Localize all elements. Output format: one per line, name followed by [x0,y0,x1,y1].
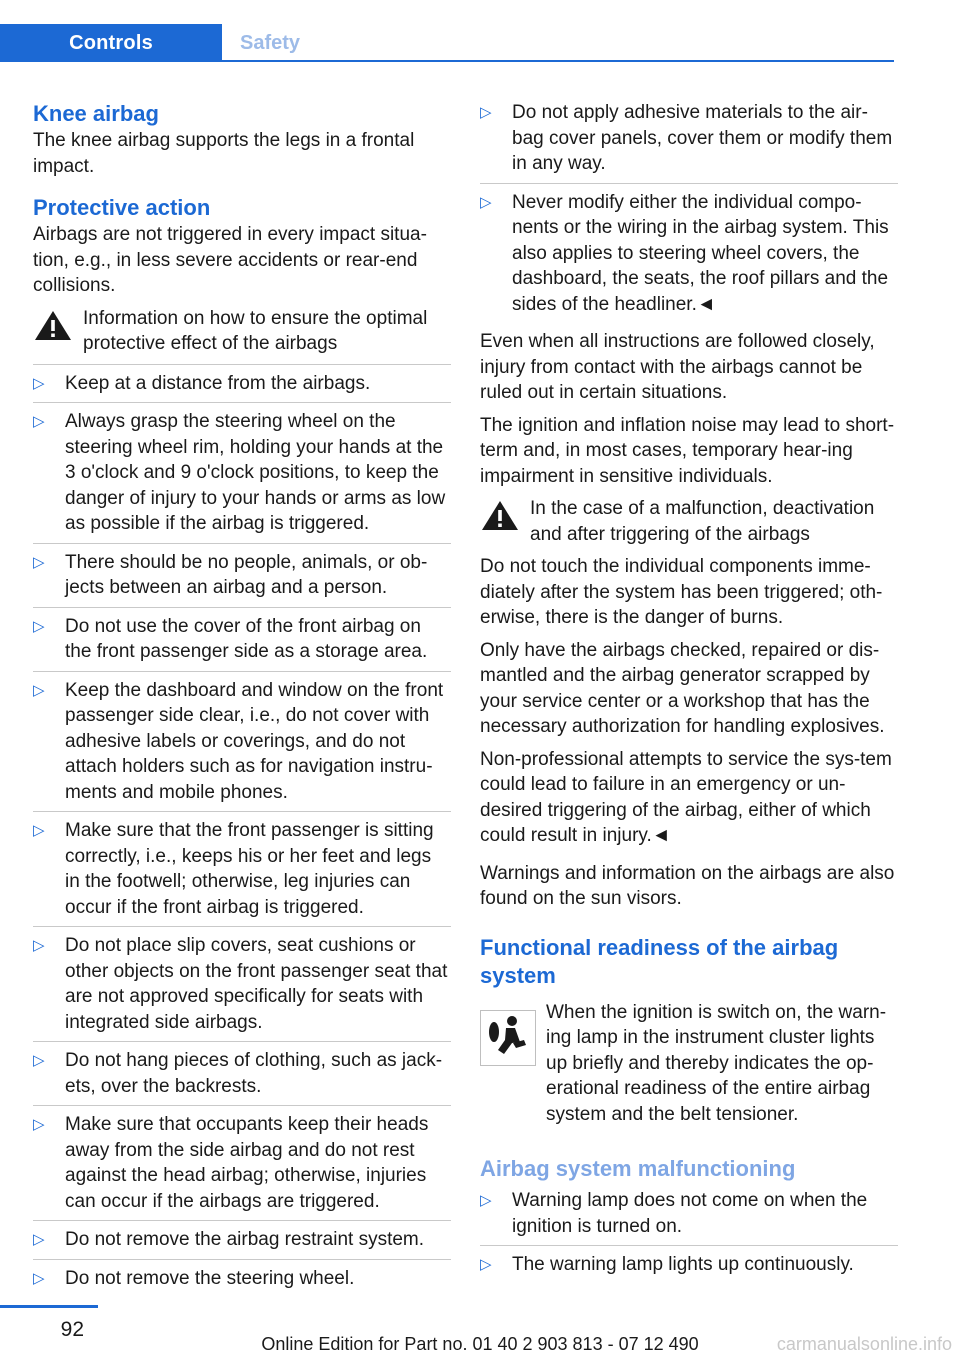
list-item [480,183,898,324]
warning-note-text: Information on how to ensure the optimal protective effect of the airbags [83,307,428,354]
bullet-triangle-icon: ▷ [33,822,45,839]
header-tabs [0,24,372,62]
bullet-triangle-icon: ▷ [33,374,45,392]
bullet-triangle-icon: ▷ [33,1052,45,1069]
page-number-rule [0,1305,98,1308]
left-bullet-list [33,364,451,1298]
right-bullet-list [480,100,898,323]
list-item [480,100,898,183]
knee-airbag-heading: Knee airbag [33,101,159,126]
list-item [33,364,451,403]
paragraph-service: Only have the airbags checked, repaired or dis-mantled and the airbag generator scrapped by your service center or a workshop that has the necessary authorization for handling explosives. [480,639,885,737]
bullet-text: There should be no people, animals, or ob-jects between an airbag and a person. [65,551,428,598]
malfunction-warning-note [480,496,898,547]
bullet-text: Do not remove the steering wheel. [65,1267,355,1289]
paragraph-injury-contact: Even when all instructions are followed closely, injury from contact with the airbags cannot be ruled out in certain situations. [480,331,875,403]
bullet-text: Keep at a distance from the airbags. [65,372,371,394]
list-item [33,671,451,812]
page-number: 92 [60,1318,84,1341]
right-column [480,100,898,1284]
protective-action-heading: Protective action [33,195,211,220]
bullet-text: Do not hang pieces of clothing, such as jack-ets, over the backrests. [65,1050,443,1097]
watermark: carmanualsonline.info [776,1334,952,1354]
malfunction-heading: Airbag system malfunctioning [480,1156,796,1181]
functional-readiness-heading: Functional readiness of the airbag system [480,934,839,988]
list-item [33,543,451,607]
bullet-triangle-icon: ▷ [33,1116,45,1133]
list-item [480,1188,898,1245]
bullet-text: Keep the dashboard and window on the front passenger side clear, i.e., do not cover with adhesive labels or coverings, and do not attach holders such as for navigation instru-ments and mobile phones. [65,679,444,803]
bullet-text: Make sure that the front passenger is sitting correctly, i.e., keeps his or her feet and legs in the footwell; otherwise, leg injuries can occur if the front airbag is triggered. [65,820,434,918]
bullet-text: Do not apply adhesive materials to the air-bag cover panels, cover them or modify them in any way. [512,102,893,174]
bullet-triangle-icon: ▷ [33,1231,45,1248]
malfunction-warning-text: In the case of a malfunction, deactivation and after triggering of the airbags [530,498,875,545]
list-item [33,402,451,543]
bullet-triangle-icon: ▷ [480,1256,492,1273]
bullet-triangle-icon: ▷ [480,104,492,121]
list-item [480,1245,898,1284]
bullet-triangle-icon: ▷ [33,617,45,635]
bullet-text: The warning lamp lights up continuously. [512,1254,854,1275]
paragraph-sun-visors: Warnings and information on the airbags are also found on the sun visors. [480,862,895,909]
list-item [33,1041,451,1105]
list-item [33,926,451,1041]
bullet-triangle-icon: ▷ [480,193,492,211]
bullet-triangle-icon: ▷ [33,681,45,699]
warning-triangle-icon [33,308,73,342]
bullet-text: Always grasp the steering wheel on the steering wheel rim, holding your hands at the 3 o'clock and 9 o'clock positions, to keep the danger of injury to your hands or arms as low as possible if the airbag is triggered. [65,411,446,534]
bullet-triangle-icon: ▷ [33,553,45,571]
bullet-text: Do not use the cover of the front airbag on the front passenger side as a storage area. [65,615,428,662]
bullet-triangle-icon: ▷ [33,937,45,954]
paragraph-burns: Do not touch the individual components imme-diately after the system has been triggered; oth-erwise, there is the danger of burns. [480,556,883,628]
list-item [33,1105,451,1220]
list-item [33,1259,451,1298]
bullet-triangle-icon: ▷ [33,1269,45,1287]
functional-readiness-text: When the ignition is switch on, the warn-ing lamp in the instrument cluster lights up briefly and thereby indicates the op-erational readiness of the entire airbag system and the belt tensioner. [546,1001,887,1125]
warning-note [33,306,451,357]
bullet-text: Do not remove the airbag restraint system. [65,1229,425,1250]
tab-safety[interactable]: Safety [222,24,372,62]
bullet-triangle-icon: ▷ [480,1192,492,1209]
list-item [33,811,451,926]
bullet-text: Do not place slip covers, seat cushions or other objects on the front passenger seat that are not approved specifically for seats with integrated side airbags. [65,935,448,1033]
header-rule [0,60,894,62]
bullet-triangle-icon: ▷ [33,413,45,430]
airbag-warning-lamp-icon [480,1010,536,1066]
bullet-text: Make sure that occupants keep their heads away from the side airbag and do not rest against the head airbag; otherwise, injuries can occur if the airbags are triggered. [65,1114,429,1212]
list-item [33,1220,451,1259]
paragraph-non-professional: Non-professional attempts to service the sys-tem could lead to failure in an emergency or un-desired triggering of the airbag, either of which could result in injury.◄ [480,748,892,846]
bullet-text: Warning lamp does not come on when the ignition is turned on. [512,1190,868,1237]
list-item [33,607,451,671]
knee-airbag-text: The knee airbag supports the legs in a frontal impact. [33,130,415,177]
paragraph-inflation-noise: The ignition and inflation noise may lead to short-term and, in most cases, temporary hear-ing impairment in sensitive individuals. [480,414,895,487]
functional-readiness-block [480,1000,898,1128]
warning-triangle-icon [480,498,520,532]
malfunction-bullet-list [480,1188,898,1284]
tab-controls[interactable]: Controls [0,24,222,62]
edition-footer: Online Edition for Part no. 01 40 2 903 813 - 07 12 490 [261,1334,699,1354]
protective-action-text: Airbags are not triggered in every impact situa-tion, e.g., in less severe accidents or rear-end collisions. [33,224,427,296]
bullet-text: Never modify either the individual compo-nents or the wiring in the airbag system. This also applies to steering wheel covers, the dashboard, the seats, the roof pillars and the sides of the headliner.◄ [512,191,889,315]
left-column [33,100,451,1297]
